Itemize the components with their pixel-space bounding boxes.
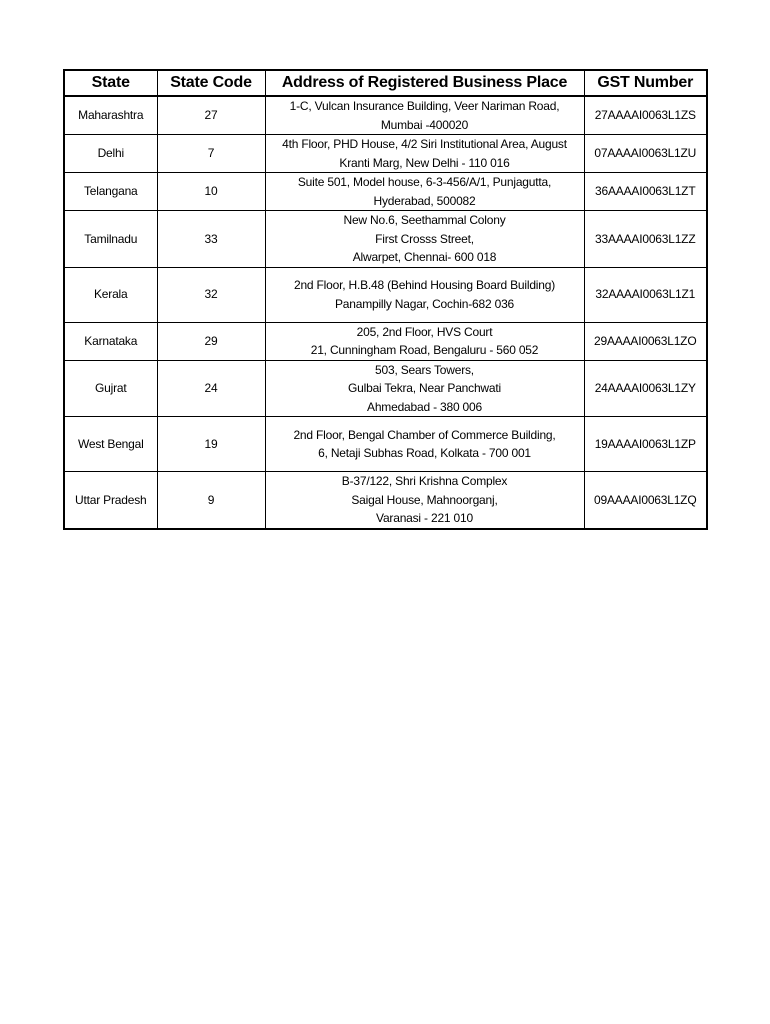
address-line: Alwarpet, Chennai- 600 018: [352, 250, 497, 264]
address-cell: [265, 135, 584, 173]
gst-registration-table: [63, 69, 708, 530]
table-row: [64, 135, 707, 173]
address-line: 4th Floor, PHD House, 4/2 Siri Institutional Area, August: [282, 137, 567, 151]
table-row: [64, 96, 707, 135]
table-row: [64, 472, 707, 529]
address-line: New No.6, Seethammal Colony: [343, 213, 506, 227]
address-line: 1-C, Vulcan Insurance Building, Veer Nariman Road,: [289, 99, 560, 113]
state-cell: Karnataka: [64, 322, 157, 360]
address-cell: [265, 417, 584, 472]
state-code-cell: 32: [157, 267, 265, 322]
gst-number-cell: 29AAAAI0063L1ZO: [584, 322, 707, 360]
gst-number-cell: 19AAAAI0063L1ZP: [584, 417, 707, 472]
address-line: Panampilly Nagar, Cochin-682 036: [334, 296, 515, 311]
state-cell: West Bengal: [64, 417, 157, 472]
address-line: 21, Cunningham Road, Bengaluru - 560 052: [310, 343, 539, 357]
state-code-cell: 24: [157, 360, 265, 417]
state-cell: Telangana: [64, 173, 157, 211]
gst-number-cell: 27AAAAI0063L1ZS: [584, 96, 707, 135]
state-cell: Delhi: [64, 135, 157, 173]
state-cell: Tamilnadu: [64, 211, 157, 268]
gst-number-cell: 32AAAAI0063L1Z1: [584, 267, 707, 322]
address-cell: [265, 360, 584, 417]
header-state-code: State Code: [157, 70, 265, 96]
address-cell: [265, 173, 584, 211]
address-line: Varanasi - 221 010: [376, 511, 473, 525]
header-address: Address of Registered Business Place: [265, 70, 584, 96]
state-code-cell: 27: [157, 96, 265, 135]
state-cell: Maharashtra: [64, 96, 157, 135]
address-cell: [265, 472, 584, 529]
header-gst-number: GST Number: [584, 70, 707, 96]
gst-number-cell: 36AAAAI0063L1ZT: [584, 173, 707, 211]
table-body: [64, 96, 707, 529]
document-page: [63, 69, 706, 530]
state-code-cell: 29: [157, 322, 265, 360]
state-code-cell: 7: [157, 135, 265, 173]
gst-number-cell: 33AAAAI0063L1ZZ: [584, 211, 707, 268]
gst-number-cell: 24AAAAI0063L1ZY: [584, 360, 707, 417]
address-cell: [265, 96, 584, 135]
table-header: [64, 70, 707, 96]
table-row: [64, 417, 707, 472]
gst-number-cell: 09AAAAI0063L1ZQ: [584, 472, 707, 529]
state-code-cell: 33: [157, 211, 265, 268]
table-row: [64, 173, 707, 211]
address-line: Kranti Marg, New Delhi - 110 016: [339, 155, 510, 170]
address-line: 6, Netaji Subhas Road, Kolkata - 700 001: [318, 446, 531, 460]
header-state: State: [64, 70, 157, 96]
header-row: [64, 70, 707, 96]
address-line: 2nd Floor, H.B.48 (Behind Housing Board Building): [293, 278, 556, 292]
address-line: 205, 2nd Floor, HVS Court: [356, 324, 493, 339]
address-line: Saigal House, Mahnoorganj,: [351, 492, 498, 507]
address-line: 2nd Floor, Bengal Chamber of Commerce Building,: [293, 427, 556, 442]
state-code-cell: 19: [157, 417, 265, 472]
state-cell: Gujrat: [64, 360, 157, 417]
state-cell: Uttar Pradesh: [64, 472, 157, 529]
address-line: Gulbai Tekra, Near Panchwati: [348, 381, 501, 395]
address-line: Ahmedabad - 380 006: [367, 399, 482, 414]
address-cell: [265, 322, 584, 360]
address-line: First Crosss Street,: [375, 231, 474, 246]
state-cell: Kerala: [64, 267, 157, 322]
address-line: B-37/122, Shri Krishna Complex: [341, 474, 508, 488]
address-cell: [265, 211, 584, 268]
address-cell: [265, 267, 584, 322]
gst-number-cell: 07AAAAI0063L1ZU: [584, 135, 707, 173]
table-row: [64, 211, 707, 268]
address-line: Hyderabad, 500082: [373, 193, 476, 208]
table-row: [64, 267, 707, 322]
address-line: Mumbai -400020: [380, 117, 469, 132]
address-line: 503, Sears Towers,: [375, 362, 474, 377]
table-row: [64, 322, 707, 360]
table-row: [64, 360, 707, 417]
state-code-cell: 10: [157, 173, 265, 211]
address-line: Suite 501, Model house, 6-3-456/A/1, Punjagutta,: [297, 175, 552, 189]
state-code-cell: 9: [157, 472, 265, 529]
